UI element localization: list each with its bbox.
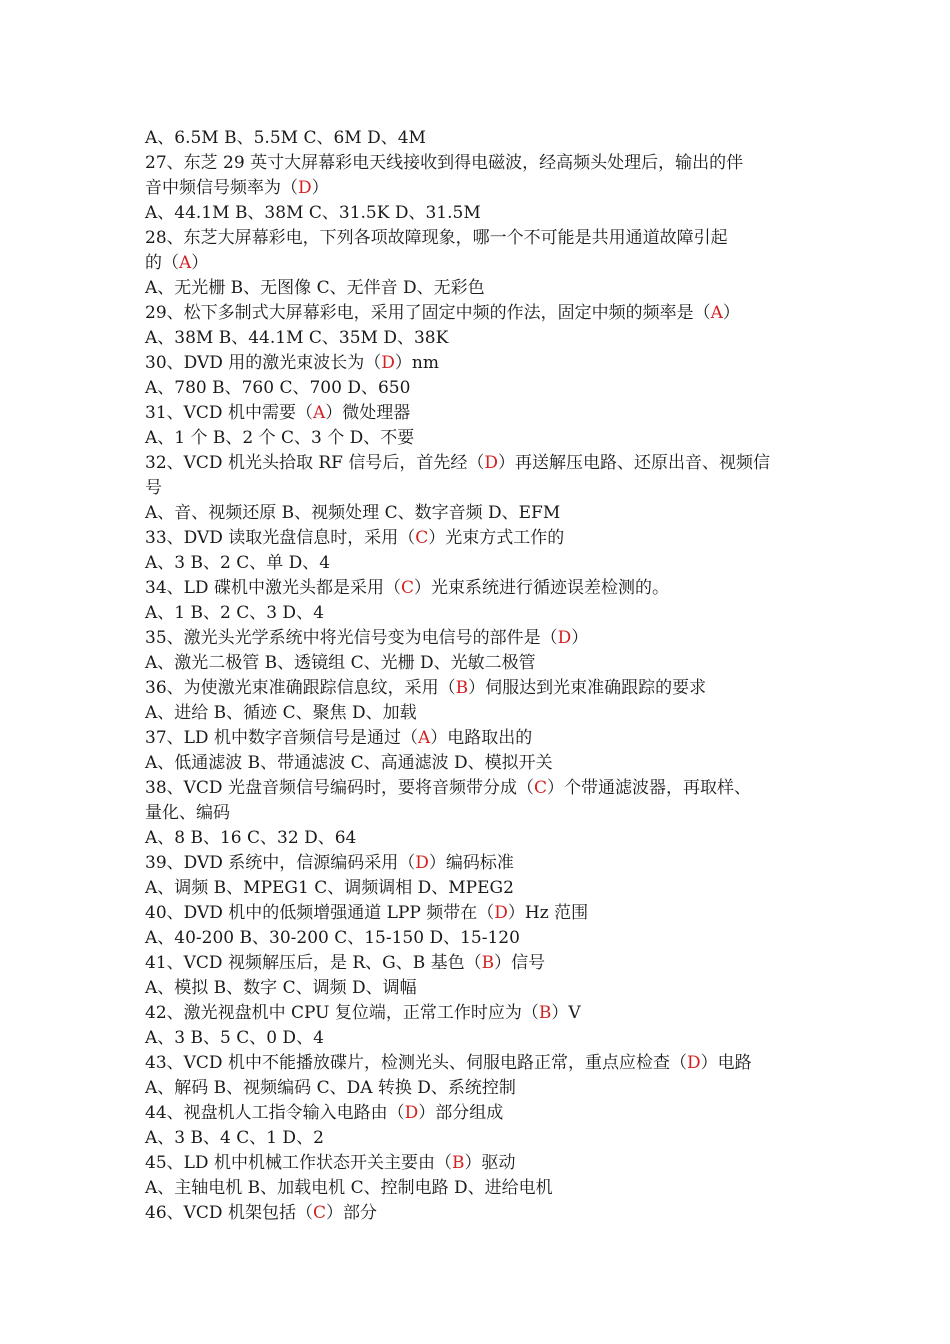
text-segment: ）电路 <box>700 1053 752 1073</box>
answer-letter: C <box>415 528 429 548</box>
text-segment: ）驱动 <box>464 1153 516 1173</box>
answer-letter: D <box>484 453 498 473</box>
text-segment: ）微处理器 <box>325 403 411 423</box>
answer-letter: B <box>481 953 495 973</box>
text-segment: 的（ <box>145 253 179 273</box>
text-segment: 40、DVD 机中的低频增强通道 LPP 频带在（ <box>145 903 495 923</box>
text-line <box>145 1126 810 1151</box>
text-segment: ）电路取出的 <box>430 728 533 748</box>
text-line <box>145 1201 810 1226</box>
text-line <box>145 176 810 201</box>
answer-letter: D <box>298 178 312 198</box>
text-segment: ）信号 <box>494 953 546 973</box>
text-line <box>145 976 810 1001</box>
text-line <box>145 1051 810 1076</box>
text-segment: A、3 B、2 C、单 D、4 <box>145 553 331 573</box>
text-line <box>145 551 810 576</box>
text-line <box>145 526 810 551</box>
answer-letter: A <box>710 303 723 323</box>
text-line <box>145 301 810 326</box>
text-segment: ）再送解压电路、还原出音、视频信 <box>498 453 770 473</box>
text-segment: ） <box>722 303 740 323</box>
text-line <box>145 351 810 376</box>
text-line <box>145 601 810 626</box>
answer-letter: B <box>455 678 469 698</box>
text-segment: ）V <box>551 1003 581 1023</box>
text-line <box>145 376 810 401</box>
text-segment: 41、VCD 视频解压后，是 R、G、B 基色（ <box>145 953 482 973</box>
text-segment: A、激光二极管 B、透镜组 C、光栅 D、光敏二极管 <box>145 653 536 673</box>
text-segment: A、6.5M B、5.5M C、6M D、4M <box>145 128 426 148</box>
text-segment: 44、视盘机人工指令输入电路由（ <box>145 1103 405 1123</box>
text-segment: 音中频信号频率为（ <box>145 178 298 198</box>
text-segment: A、3 B、5 C、0 D、4 <box>145 1028 324 1048</box>
text-segment: 30、DVD 用的激光束波长为（ <box>145 353 382 373</box>
text-segment: A、780 B、760 C、700 D、650 <box>145 378 411 398</box>
text-segment: ） <box>191 253 209 273</box>
text-segment: ）光束系统进行循迹误差检测的。 <box>413 578 669 598</box>
answer-letter: A <box>417 728 431 748</box>
text-segment: A、40-200 B、30-200 C、15-150 D、15-120 <box>145 928 520 948</box>
text-line <box>145 851 810 876</box>
text-line <box>145 201 810 226</box>
text-line <box>145 226 810 251</box>
text-line <box>145 1176 810 1201</box>
text-line <box>145 401 810 426</box>
text-segment: A、38M B、44.1M C、35M D、38K <box>145 328 449 348</box>
text-segment: 43、VCD 机中不能播放碟片，检测光头、伺服电路正常，重点应检查（ <box>145 1053 687 1073</box>
text-segment: A、44.1M B、38M C、31.5K D、31.5M <box>145 203 481 223</box>
answer-letter: B <box>538 1003 552 1023</box>
text-segment: 27、东芝 29 英寸大屏幕彩电天线接收到得电磁波，经高频头处理后，输出的伴 <box>145 153 744 173</box>
text-line <box>145 801 810 826</box>
text-segment: A、模拟 B、数字 C、调频 D、调幅 <box>145 978 417 998</box>
text-line <box>145 1026 810 1051</box>
answer-letter: D <box>494 903 508 923</box>
text-segment: A、3 B、4 C、1 D、2 <box>145 1128 324 1148</box>
text-segment: A、主轴电机 B、加载电机 C、控制电路 D、进给电机 <box>145 1178 553 1198</box>
text-line <box>145 126 810 151</box>
text-segment: 35、激光头光学系统中将光信号变为电信号的部件是（ <box>145 628 558 648</box>
text-segment: ）Hz 范围 <box>507 903 589 923</box>
text-segment: A、8 B、16 C、32 D、64 <box>145 828 357 848</box>
text-line <box>145 901 810 926</box>
text-segment: ）光束方式工作的 <box>428 528 565 548</box>
text-segment: ）编码标准 <box>428 853 514 873</box>
text-segment: 号 <box>145 478 162 498</box>
text-segment: ）部分 <box>325 1203 377 1223</box>
text-line <box>145 876 810 901</box>
text-line <box>145 151 810 176</box>
answer-letter: D <box>557 628 572 648</box>
answer-letter: C <box>312 1203 326 1223</box>
text-segment: 量化、编码 <box>145 803 230 823</box>
text-segment: A、1 B、2 C、3 D、4 <box>145 603 324 623</box>
text-line <box>145 501 810 526</box>
text-line <box>145 576 810 601</box>
text-segment: 34、LD 碟机中激光头都是采用（ <box>145 578 401 598</box>
text-line <box>145 276 810 301</box>
text-line <box>145 776 810 801</box>
text-segment: ）个带通滤波器，再取样、 <box>546 778 751 798</box>
text-line <box>145 1101 810 1126</box>
text-segment: A、1 个 B、2 个 C、3 个 D、不要 <box>145 428 415 448</box>
text-segment: ）伺服达到光束准确跟踪的要求 <box>468 678 707 698</box>
text-segment: 33、DVD 读取光盘信息时，采用（ <box>145 528 416 548</box>
answer-letter: A <box>312 403 326 423</box>
answer-letter: D <box>686 1053 701 1073</box>
text-line <box>145 1076 810 1101</box>
text-line <box>145 1151 810 1176</box>
text-segment: A、低通滤波 B、带通滤波 C、高通滤波 D、模拟开关 <box>145 753 553 773</box>
answer-letter: A <box>179 253 192 273</box>
text-segment: 36、为使激光束准确跟踪信息纹，采用（ <box>145 678 456 698</box>
answer-letter: D <box>415 853 429 873</box>
text-line <box>145 651 810 676</box>
text-segment: ） <box>571 628 589 648</box>
text-line <box>145 326 810 351</box>
text-line <box>145 676 810 701</box>
text-line <box>145 451 810 476</box>
question-list <box>145 126 810 1226</box>
text-segment: 31、VCD 机中需要（ <box>145 403 313 423</box>
text-line <box>145 751 810 776</box>
text-line <box>145 701 810 726</box>
text-line <box>145 951 810 976</box>
text-segment: 29、松下多制式大屏幕彩电，采用了固定中频的作法，固定中频的频率是（ <box>145 303 711 323</box>
answer-letter: D <box>404 1103 419 1123</box>
text-segment: 42、激光视盘机中 CPU 复位端，正常工作时应为（ <box>145 1003 539 1023</box>
text-segment: A、无光栅 B、无图像 C、无伴音 D、无彩色 <box>145 278 485 298</box>
text-segment: ）nm <box>394 353 439 373</box>
text-segment: 37、LD 机中数字音频信号是通过（ <box>145 728 418 748</box>
text-segment: ）部分组成 <box>418 1103 504 1123</box>
answer-letter: D <box>381 353 395 373</box>
answer-letter: B <box>451 1153 465 1173</box>
text-segment: 45、LD 机中机械工作状态开关主要由（ <box>145 1153 452 1173</box>
text-segment: 32、VCD 机光头拾取 RF 信号后，首先经（ <box>145 453 485 473</box>
text-line <box>145 826 810 851</box>
text-segment: A、调频 B、MPEG1 C、调频调相 D、MPEG2 <box>145 878 514 898</box>
answer-letter: C <box>533 778 547 798</box>
text-segment: 46、VCD 机架包括（ <box>145 1203 313 1223</box>
text-segment: 38、VCD 光盘音频信号编码时，要将音频带分成（ <box>145 778 534 798</box>
text-line <box>145 476 810 501</box>
text-segment: A、解码 B、视频编码 C、DA 转换 D、系统控制 <box>145 1078 516 1098</box>
text-line <box>145 251 810 276</box>
text-segment: A、音、视频还原 B、视频处理 C、数字音频 D、EFM <box>145 503 561 523</box>
text-segment: 28、东芝大屏幕彩电，下列各项故障现象，哪一个不可能是共用通道故障引起 <box>145 228 728 248</box>
text-segment: 39、DVD 系统中，信源编码采用（ <box>145 853 416 873</box>
text-line <box>145 626 810 651</box>
text-line <box>145 1001 810 1026</box>
answer-letter: C <box>400 578 414 598</box>
text-line <box>145 726 810 751</box>
text-segment: ） <box>311 178 329 198</box>
text-line <box>145 426 810 451</box>
text-line <box>145 926 810 951</box>
text-segment: A、进给 B、循迹 C、聚焦 D、加载 <box>145 703 417 723</box>
